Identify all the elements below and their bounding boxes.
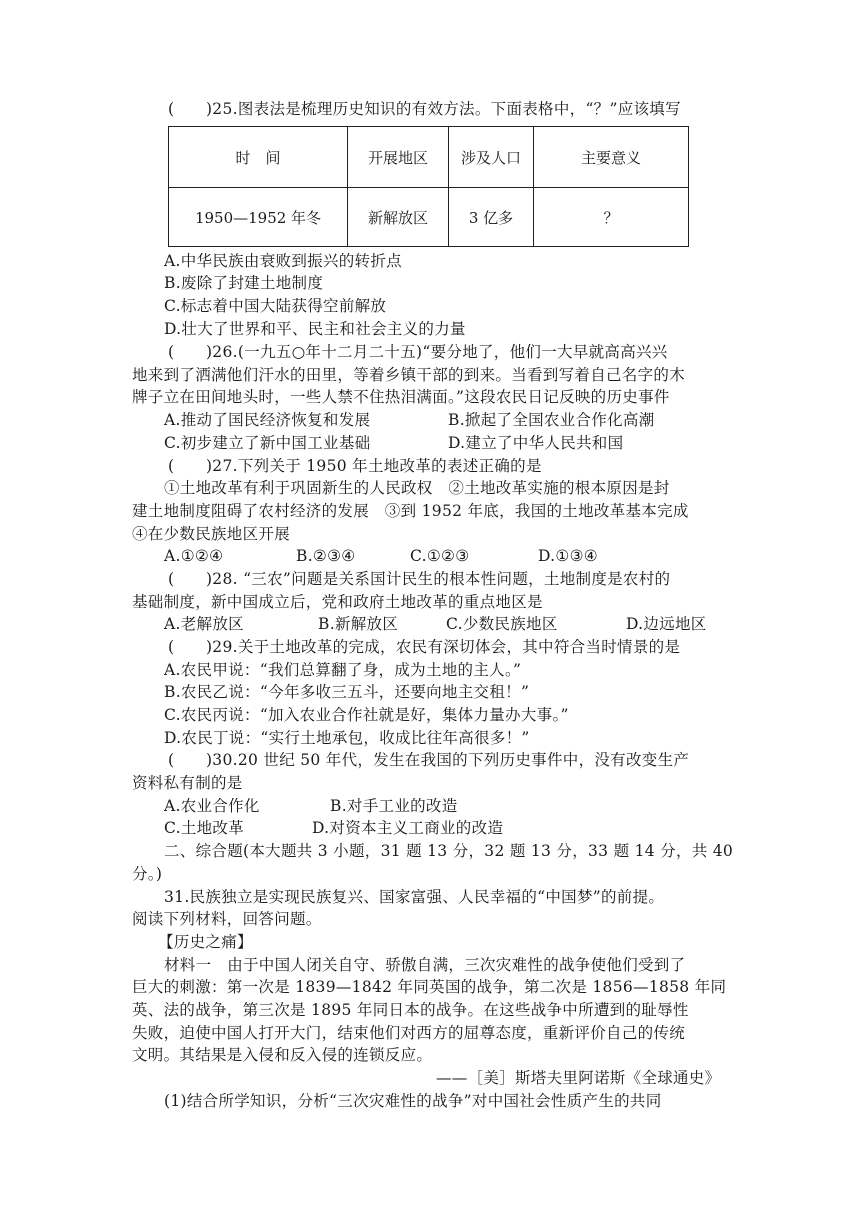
q30-option-a: A.农业合作化 (164, 797, 260, 815)
q28-option-d: D.边远地区 (626, 615, 707, 633)
q30-option-c: C.土地改革 (164, 819, 245, 837)
section-heading: 分。) (132, 865, 163, 883)
material-heading: 【历史之痛】 (158, 933, 253, 951)
table-header-cell: 开展地区 (348, 127, 449, 188)
q26-line: ( )26.(一九五○年十二月二十五)“要分地了，他们一大早就高高兴兴 (168, 343, 668, 361)
table-header-cell: 时 间 (169, 127, 348, 188)
material-line: 文明。其结果是入侵和反入侵的连锁反应。 (132, 1046, 433, 1064)
q28-option-c: C.少数民族地区 (446, 615, 558, 633)
q29-option-a: A.农民甲说：“我们总算翻了身，成为土地的主人。” (164, 661, 522, 679)
q26-line: 地来到了洒满他们汗水的田里，等着乡镇干部的到来。当看到写着自己名字的木 (132, 366, 686, 384)
q28-line: ( )28. “三农”问题是关系国计民生的根本性问题，土地制度是农村的 (168, 570, 671, 588)
q25-option-b: B.废除了封建土地制度 (164, 274, 324, 292)
q27-line: ④在少数民族地区开展 (132, 525, 291, 543)
table-cell: ？ (534, 188, 689, 247)
q25-option-a: A.中华民族由衰败到振兴的转折点 (164, 252, 402, 270)
material-line: 英、法的战争，第三次是 1895 年同日本的战争。在这些战争中所遭到的耻辱性 (132, 1001, 689, 1019)
q27-option-a: A.①②④ (164, 547, 224, 565)
q26-line: 牌子立在田间地头时，一些人禁不住热泪满面。”这段农民日记反映的历史事件 (132, 388, 670, 406)
table-cell: 新解放区 (348, 188, 449, 247)
q25-table (168, 126, 689, 247)
table-header-cell: 主要意义 (534, 127, 689, 188)
q27-line: 建土地制度阻碍了农村经济的发展 ③到 1952 年底，我国的土地改革基本完成 (132, 502, 689, 520)
q27-line: ①土地改革有利于巩固新生的人民政权 ②土地改革实施的根本原因是封 (164, 479, 670, 497)
q25-option-d: D.壮大了世界和平、民主和社会主义的力量 (164, 320, 466, 338)
q26-option-c: C.初步建立了新中国工业基础 (164, 434, 371, 452)
material-line: 巨大的刺激：第一次是 1839—1842 年同英国的战争，第二次是 1856—1858 年同 (132, 978, 727, 996)
q29-line: ( )29.关于土地改革的完成，农民有深切体会，其中符合当时情景的是 (168, 638, 681, 656)
table-cell: 3 亿多 (449, 188, 534, 247)
q29-option-c: C.农民丙说：“加入农业合作社就是好，集体力量办大事。” (164, 706, 569, 724)
q26-option-d: D.建立了中华人民共和国 (448, 434, 624, 452)
material-source: ——［美］斯塔夫里阿诺斯《全球通史》 (436, 1069, 721, 1087)
q29-option-b: B.农民乙说：“今年多收三五斗，还要向地主交租！” (164, 683, 530, 701)
q27-option-c: C.①②③ (410, 547, 470, 565)
q31-line: 31.民族独立是实现民族复兴、国家富强、人民幸福的“中国梦”的前提。 (164, 888, 665, 906)
section-heading: 二、综合题(本大题共 3 小题，31 题 13 分，32 题 13 分，33 题 14 分，共 40 (164, 842, 734, 860)
q30-line: 资料私有制的是 (132, 774, 243, 792)
q30-option-d: D.对资本主义工商业的改造 (312, 819, 504, 837)
q27-line: ( )27.下列关于 1950 年土地改革的表述正确的是 (168, 457, 542, 475)
q29-option-d: D.农民丁说：“实行土地承包，收成比往年高很多！” (164, 729, 530, 747)
table-cell: 1950—1952 年冬 (169, 188, 348, 247)
q28-option-b: B.新解放区 (318, 615, 399, 633)
sub-question: (1)结合所学知识，分析“三次灾难性的战争”对中国社会性质产生的共同 (164, 1092, 662, 1110)
q27-option-b: B.②③④ (296, 547, 356, 565)
material-line: 失败，迫使中国人打开大门，结束他们对西方的屈尊态度，重新评价自己的传统 (132, 1024, 686, 1042)
q30-line: ( )30.20 世纪 50 年代，发生在我国的下列历史事件中，没有改变生产 (168, 751, 690, 769)
table-header-cell: 涉及人口 (449, 127, 534, 188)
table-row (169, 188, 689, 247)
q25-option-c: C.标志着中国大陆获得空前解放 (164, 297, 387, 315)
q27-option-d: D.①③④ (538, 547, 598, 565)
q31-line: 阅读下列材料，回答问题。 (132, 910, 322, 928)
q26-option-a: A.推动了国民经济恢复和发展 (164, 411, 371, 429)
table-header-row (169, 127, 689, 188)
material-line: 材料一 由于中国人闭关自守、骄傲自满，三次灾难性的战争使他们受到了 (164, 956, 686, 974)
q25-stem: ( )25.图表法是梳理历史知识的有效方法。下面表格中，“？”应该填写 (168, 100, 681, 118)
q28-line: 基础制度，新中国成立后，党和政府土地改革的重点地区是 (132, 593, 543, 611)
q26-option-b: B.掀起了全国农业合作化高潮 (448, 411, 655, 429)
q30-option-b: B.对手工业的改造 (330, 797, 458, 815)
q28-option-a: A.老解放区 (164, 615, 244, 633)
